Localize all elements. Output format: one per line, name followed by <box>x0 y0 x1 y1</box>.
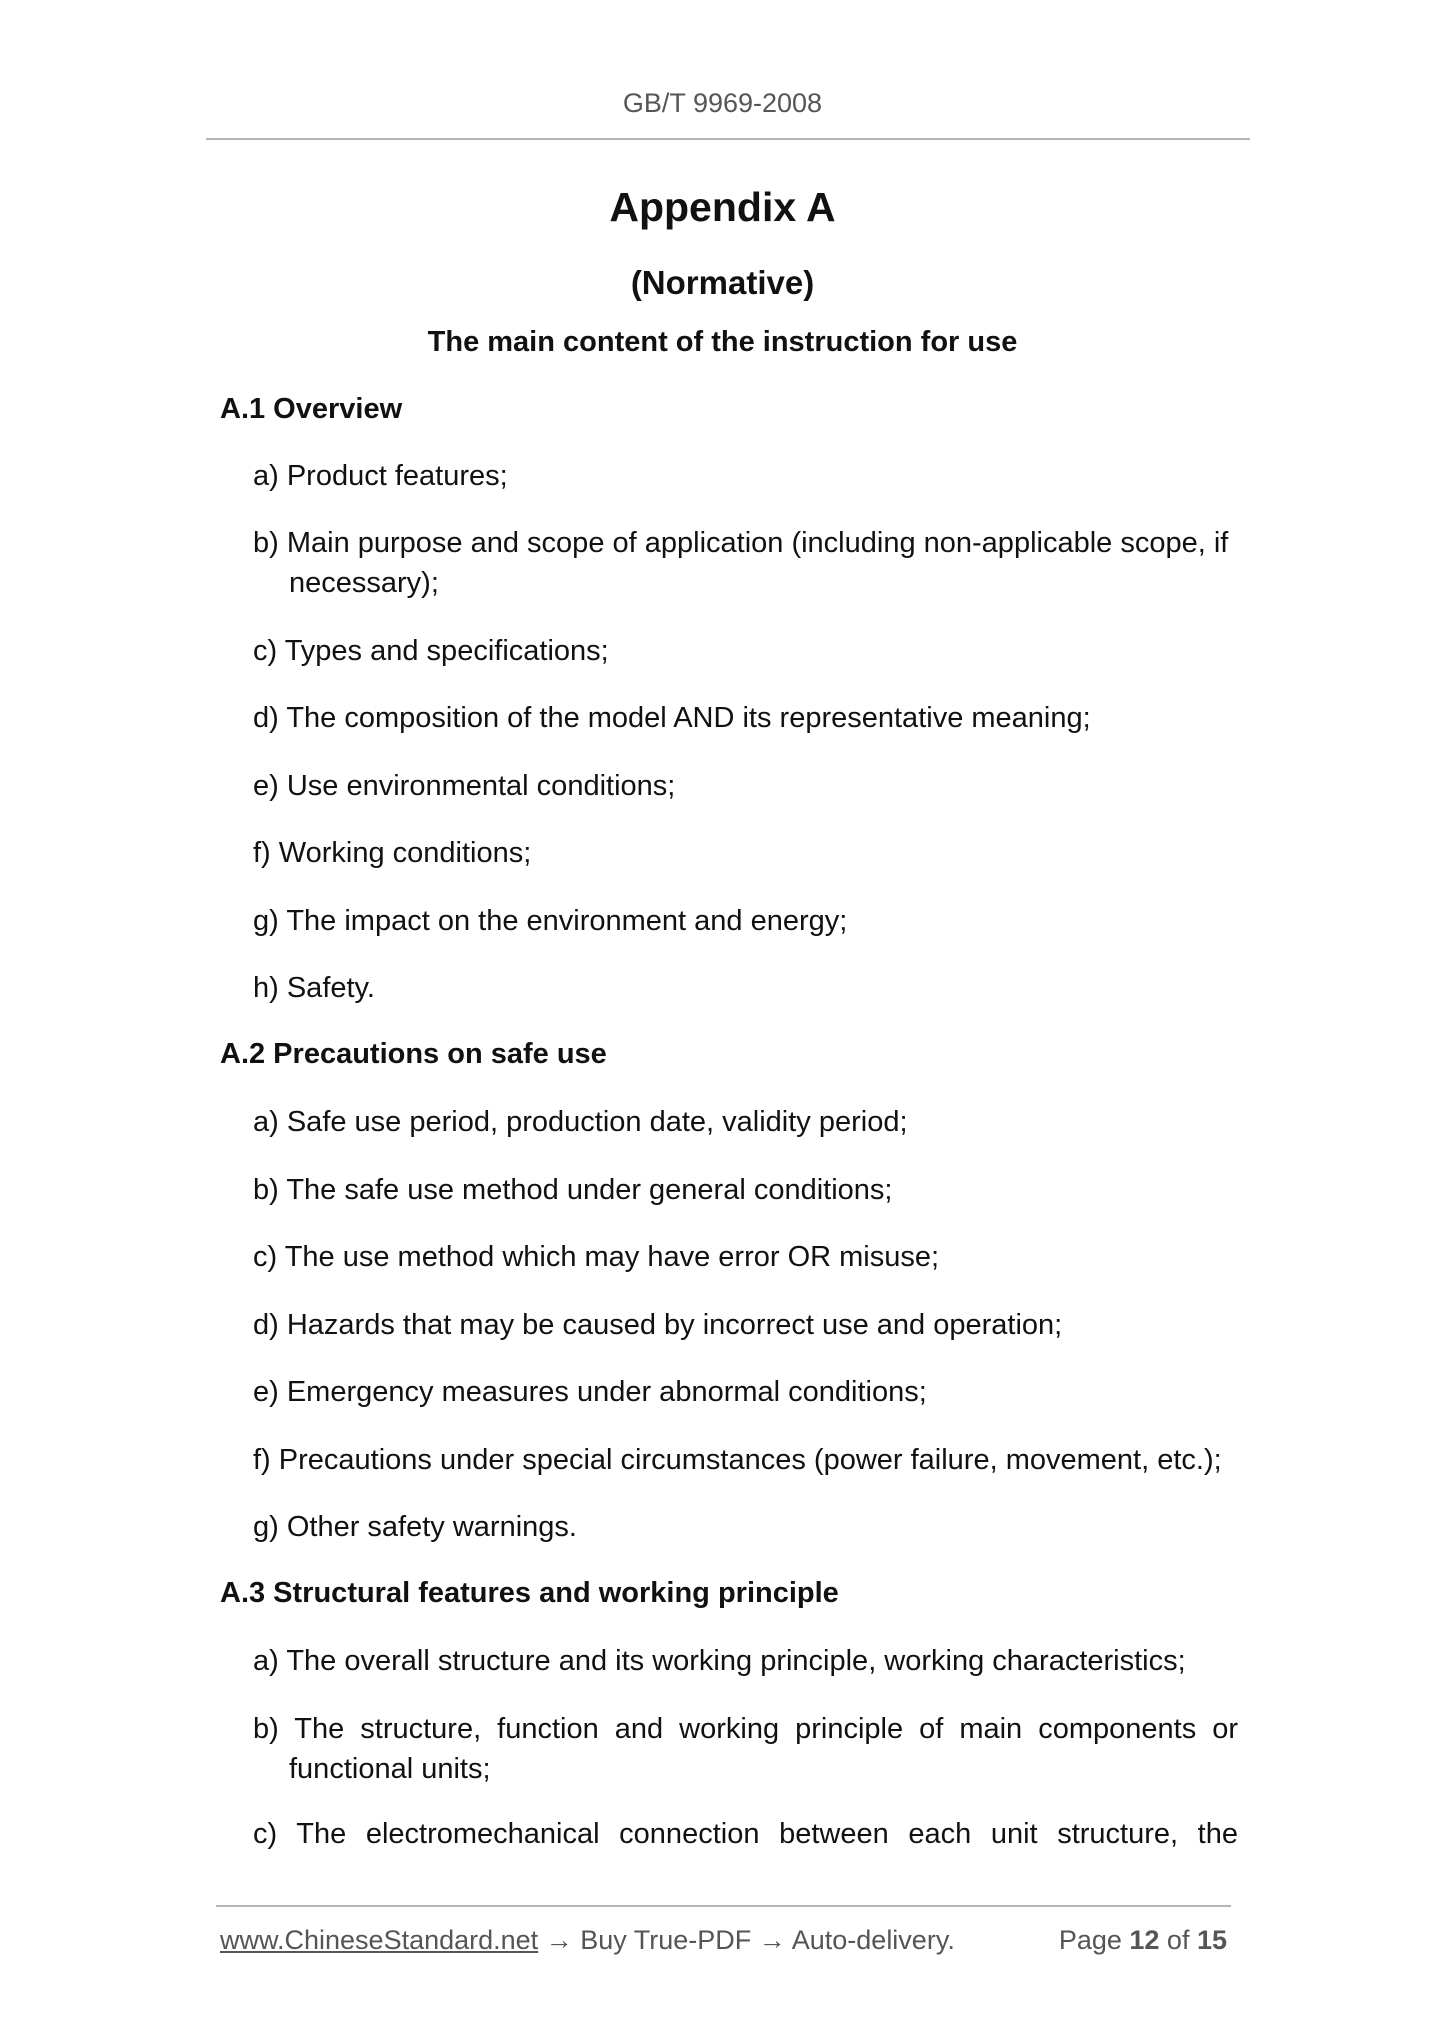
list-item: d) Hazards that may be caused by incorrect use and operation; <box>253 1309 1063 1341</box>
footer-promo-text: → Buy True-PDF → Auto-delivery. <box>538 1925 955 1955</box>
list-item: e) Emergency measures under abnormal conditions; <box>253 1376 927 1408</box>
page-prefix: Page <box>1058 1925 1130 1955</box>
list-item: f) Precautions under special circumstances (power failure, movement, etc.); <box>253 1444 1222 1476</box>
site-link[interactable]: www.ChineseStandard.net <box>220 1925 539 1955</box>
footer-divider <box>216 1905 1231 1907</box>
document-id-header: GB/T 9969-2008 <box>622 88 823 118</box>
list-item: c) The use method which may have error OR misuse; <box>253 1241 940 1273</box>
list-item: f) Working conditions; <box>253 837 532 869</box>
list-item: h) Safety. <box>253 972 375 1004</box>
current-page: 12 <box>1129 1925 1160 1955</box>
list-item: b) Main purpose and scope of application (including non-applicable scope, if <box>253 527 1229 559</box>
list-item: d) The composition of the model AND its representative meaning; <box>253 702 1091 734</box>
list-item-continuation: functional units; <box>289 1753 491 1785</box>
list-item: a) The overall structure and its working principle, working characteristics; <box>253 1645 1186 1677</box>
page-of: of <box>1159 1925 1197 1955</box>
section-heading-a2: A.2 Precautions on safe use <box>220 1038 607 1070</box>
normative-label: (Normative) <box>630 264 815 301</box>
section-heading-a3: A.3 Structural features and working principle <box>220 1577 839 1609</box>
section-heading-a1: A.1 Overview <box>220 393 403 425</box>
total-pages: 15 <box>1196 1925 1227 1955</box>
list-item: g) The impact on the environment and energy; <box>253 905 848 937</box>
list-item: c) Types and specifications; <box>253 635 609 667</box>
list-item: a) Product features; <box>253 460 508 492</box>
list-item: b) The structure, function and working principle of main components or <box>253 1713 1238 1745</box>
list-item: c) The electromechanical connection between each unit structure, the <box>253 1818 1238 1850</box>
list-item-continuation: necessary); <box>289 567 439 599</box>
appendix-title: Appendix A <box>609 184 836 230</box>
appendix-subtitle: The main content of the instruction for use <box>427 326 1018 358</box>
list-item: b) The safe use method under general conditions; <box>253 1174 893 1206</box>
footer-promo <box>220 1925 955 1956</box>
page-indicator <box>1059 1925 1227 1956</box>
list-item: e) Use environmental conditions; <box>253 770 676 802</box>
list-item: g) Other safety warnings. <box>253 1511 577 1543</box>
list-item: a) Safe use period, production date, validity period; <box>253 1106 908 1138</box>
header-divider <box>206 138 1250 140</box>
